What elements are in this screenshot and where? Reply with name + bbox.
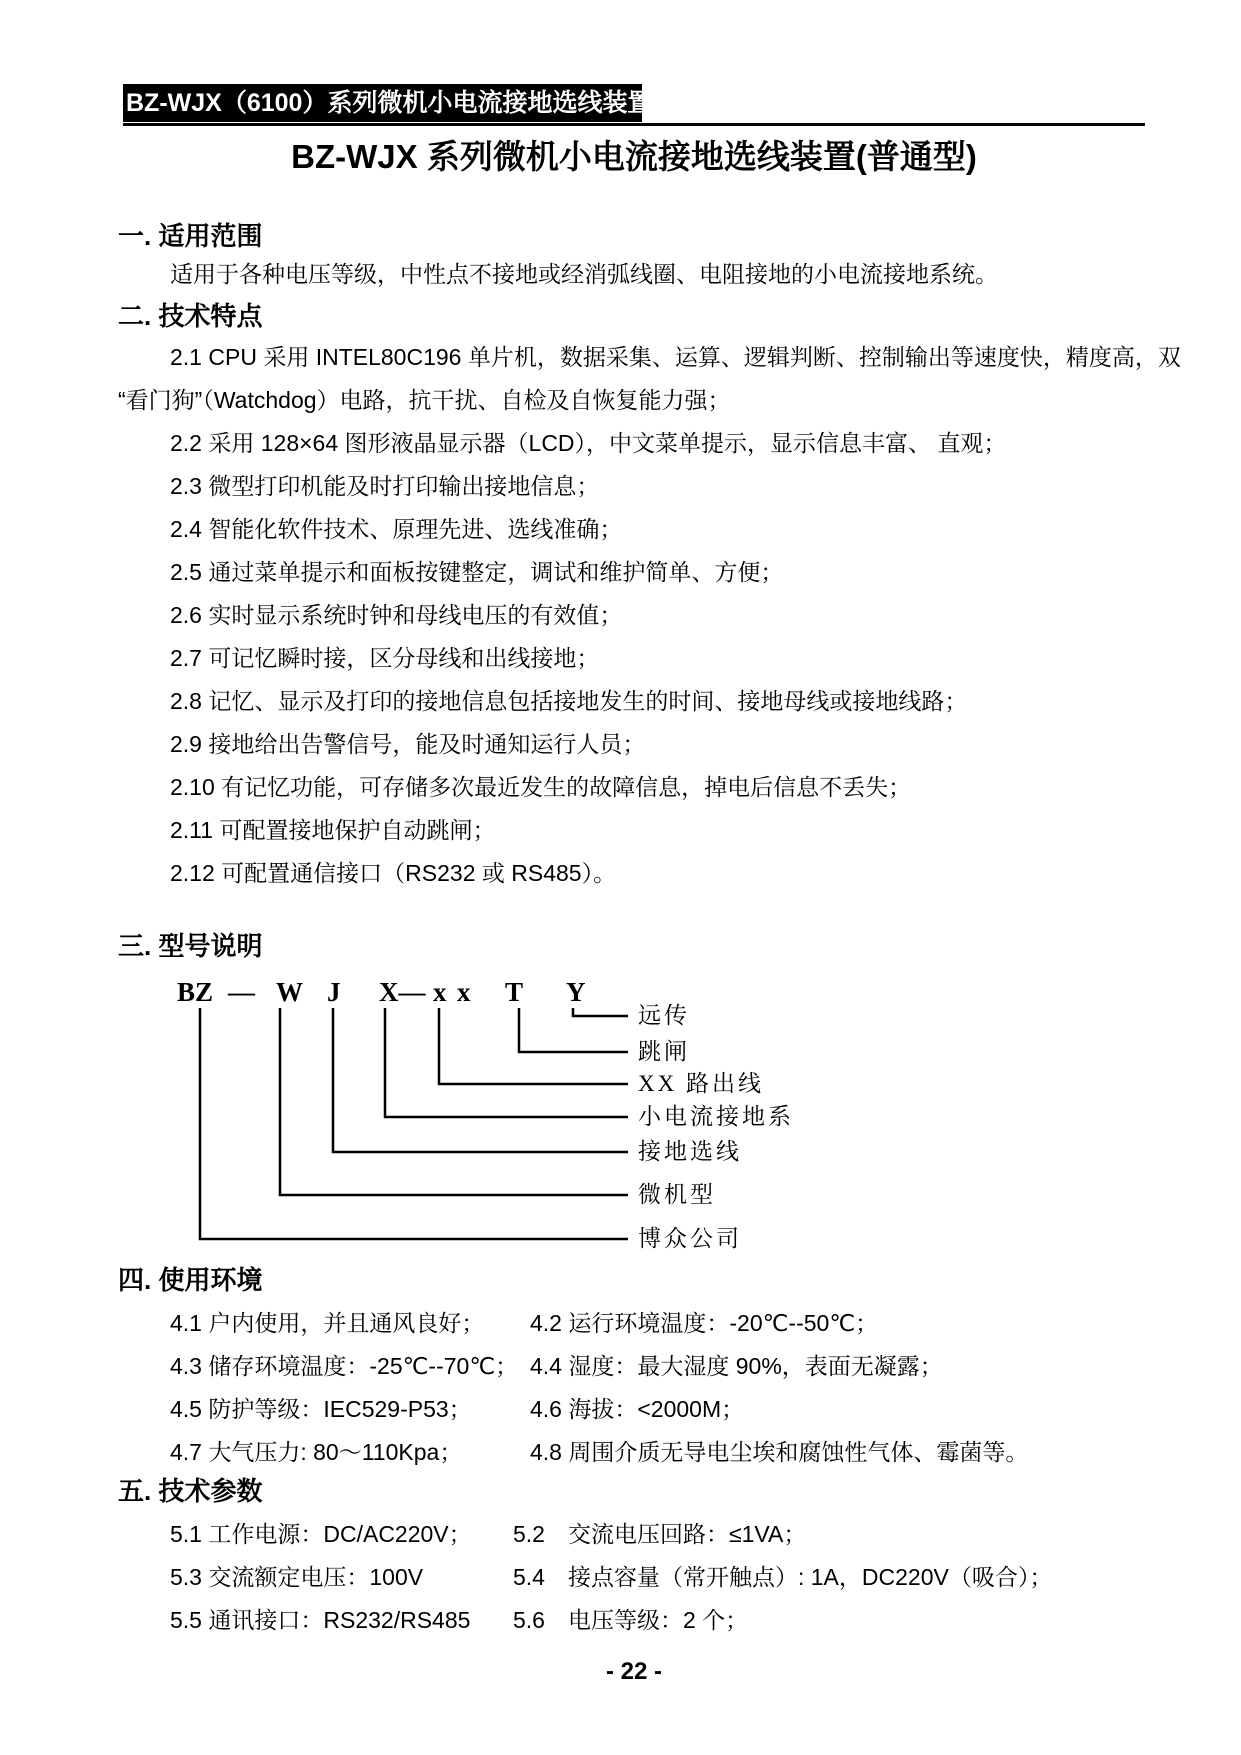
model-label-trip: 跳闸 bbox=[638, 1039, 690, 1064]
model-letter-bz: BZ bbox=[177, 977, 214, 1007]
model-letter-t: T bbox=[505, 977, 524, 1007]
feature-line: 2.1 CPU 采用 INTEL80C196 单片机，数据采集、运算、逻辑判断、控制输出等速度快，精度高，双 bbox=[170, 344, 1181, 370]
env-row bbox=[170, 1388, 1148, 1431]
page-title: BZ-WJX 系列微机小电流接地选线装置(普通型) bbox=[291, 138, 977, 175]
header-rule bbox=[123, 123, 1145, 126]
feature-line: 2.12 可配置通信接口（RS232 或 RS485）。 bbox=[170, 860, 617, 886]
feature-line: 2.3 微型打印机能及时打印输出接地信息； bbox=[170, 473, 600, 499]
model-letter-y: Y bbox=[566, 977, 586, 1007]
section-2-heading: 二. 技术特点 bbox=[118, 301, 263, 331]
env-item: 4.5 防护等级：IEC529-P53； bbox=[170, 1396, 472, 1422]
feature-line: 2.6 实时显示系统时钟和母线电压的有效值； bbox=[170, 602, 623, 628]
feature-line: 2.10 有记忆功能，可存储多次最近发生的故障信息，掉电后信息不丢失； bbox=[170, 774, 912, 800]
feature-line: 2.8 记忆、显示及打印的接地信息包括接地发生的时间、接地母线或接地线路； bbox=[170, 688, 968, 714]
feature-line: 2.4 智能化软件技术、原理先进、选线准确； bbox=[170, 516, 623, 542]
model-letter-dash: — bbox=[228, 977, 255, 1007]
feature-line: 2.5 通过菜单提示和面板按键整定，调试和维护简单、方便； bbox=[170, 559, 784, 585]
feature-line: 2.2 采用 128×64 图形液晶显示器（LCD），中文菜单提示，显示信息丰富、 直观； bbox=[170, 430, 1007, 456]
param-item: 5.1 工作电源：DC/AC220V； bbox=[170, 1521, 472, 1547]
feature-line: 2.7 可记忆瞬时接，区分母线和出线接地； bbox=[170, 645, 600, 671]
env-row bbox=[170, 1302, 1148, 1345]
model-label-remote: 远传 bbox=[638, 1003, 690, 1028]
env-item: 4.8 周围介质无导电尘埃和腐蚀性气体、霉菌等。 bbox=[530, 1439, 1029, 1465]
model-label-line-selection: 接地选线 bbox=[638, 1139, 742, 1164]
model-letter-w: W bbox=[276, 977, 303, 1007]
env-item: 4.2 运行环境温度：-20℃--50℃； bbox=[530, 1310, 879, 1336]
param-item: 5.2 交流电压回路：≤1VA； bbox=[513, 1521, 807, 1547]
model-label-company: 博众公司 bbox=[638, 1226, 742, 1251]
feature-line: 2.11 可配置接地保护自动跳闸； bbox=[170, 817, 496, 843]
model-letter-x2: x bbox=[457, 977, 471, 1007]
model-letter-x1: x bbox=[433, 977, 447, 1007]
model-label-small-current-system: 小电流接地系 bbox=[638, 1104, 794, 1129]
param-item: 5.3 交流额定电压：100V bbox=[170, 1564, 424, 1590]
param-row bbox=[170, 1599, 1148, 1642]
model-label-outgoing-lines: XX 路出线 bbox=[638, 1071, 764, 1096]
param-item: 5.5 通讯接口：RS232/RS485 bbox=[170, 1607, 471, 1633]
param-item: 5.4 接点容量（常开触点）: 1A，DC220V（吸合）； bbox=[513, 1564, 1053, 1590]
env-item: 4.6 海拔：<2000M； bbox=[530, 1396, 745, 1422]
feature-list bbox=[118, 336, 1181, 895]
env-item: 4.1 户内使用，并且通风良好； bbox=[170, 1310, 485, 1336]
param-row bbox=[170, 1513, 1148, 1556]
model-letter-j: J bbox=[327, 977, 341, 1007]
running-header-bar: BZ-WJX（6100）系列微机小电流接地选线装置 bbox=[123, 84, 642, 122]
env-row bbox=[170, 1431, 1148, 1474]
section-4-heading: 四. 使用环境 bbox=[118, 1265, 263, 1295]
section-3-heading: 三. 型号说明 bbox=[118, 931, 263, 961]
feature-line: “看门狗”（Watchdog）电路，抗干扰、自检及自恢复能力强； bbox=[118, 387, 731, 413]
param-row bbox=[170, 1556, 1148, 1599]
section-1-body: 适用于各种电压等级，中性点不接地或经消弧线圈、电阻接地的小电流接地系统。 bbox=[170, 261, 998, 287]
section-1-heading: 一. 适用范围 bbox=[118, 221, 263, 251]
feature-line: 2.9 接地给出告警信号，能及时通知运行人员； bbox=[170, 731, 646, 757]
param-item: 5.6 电压等级：2 个； bbox=[513, 1607, 749, 1633]
model-letter-x-dash: X— bbox=[379, 977, 426, 1007]
env-item: 4.4 湿度：最大湿度 90%，表面无凝露； bbox=[530, 1353, 943, 1379]
env-item: 4.7 大气压力: 80～110Kpa； bbox=[170, 1439, 463, 1465]
env-item: 4.3 储存环境温度：-25℃--70℃； bbox=[170, 1353, 519, 1379]
model-label-microcomputer: 微机型 bbox=[638, 1182, 716, 1207]
section-5-heading: 五. 技术参数 bbox=[118, 1476, 263, 1506]
page-number: - 22 - bbox=[605, 1658, 662, 1685]
env-row bbox=[170, 1345, 1148, 1388]
